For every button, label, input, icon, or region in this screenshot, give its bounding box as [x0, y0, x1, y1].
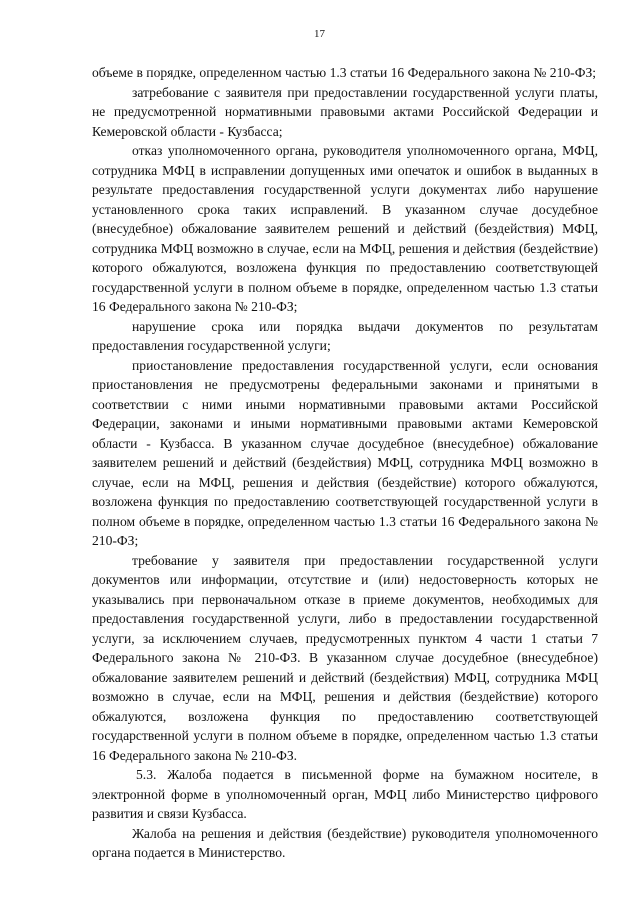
page-number: 17	[314, 28, 325, 40]
paragraph-fee-demand: затребование с заявителя при предоставлении государственной услуги платы, не предусмотренной нормативными правовыми актами Российской Федерации и Кемеровской области - Кузбасса;	[92, 84, 598, 139]
document-body	[92, 63, 598, 863]
paragraph-issuance-violation: нарушение срока или порядка выдачи документов по результатам предоставления государственной услуги;	[92, 318, 598, 353]
paragraph-suspension: приостановление предоставления государственной услуги, если основания приостановления не предусмотрены федеральными законами и принятыми в соответствии с ними иными нормативными правовыми актами Российской Федерации, законами и иными нормативными правовыми актами Кемеровской области - Кузбасса. В указанном случае досудебное (внесудебное) обжалование заявителем решений и действий (бездействия) МФЦ, сотрудника МФЦ возможно в случае, если на МФЦ, решения и действия (бездействие) которого обжалуются, возложена функция по предоставлению соответствующей государственной услуги в полном объеме в порядке, определенном частью 1.3 статьи 16 Федерального закона № 210-ФЗ;	[92, 357, 598, 548]
paragraph-correction-refusal: отказ уполномоченного органа, руководителя уполномоченного органа, МФЦ, сотрудника МФЦ в исправлении допущенных ими опечаток и ошибок в выданных в результате предоставления государственной услуги документах либо нарушение установленного срока таких исправлений. В указанном случае досудебное (внесудебное) обжалование заявителем решений и действий (бездействия) МФЦ, сотрудника МФЦ возможно в случае, если на МФЦ, решения и действия (бездействие) которого обжалуются, возложена функция по предоставлению соответствующей государственной услуги в полном объеме в порядке, определенном частью 1.3 статьи 16 Федерального закона № 210-ФЗ;	[92, 143, 598, 314]
paragraph-section-5-3: 5.3. Жалоба подается в письменной форме на бумажном носителе, в электронной форме в уполномоченный орган, МФЦ либо Министерство цифрового развития и связи Кузбасса.	[92, 767, 598, 821]
paragraph-document-demand: требование у заявителя при предоставлении государственной услуги документов или информации, отсутствие и (или) недостоверность которых не указывались при первоначальном отказе в приеме документов, необходимых для предоставления государственной услуги, либо в предоставлении государственной услуги, за исключением случаев, предусмотренных пунктом 4 части 1 статьи 7 Федерального закона № 210-ФЗ. В указанном случае досудебное (внесудебное) обжалование заявителем решений и действий (бездействия) МФЦ, сотрудника МФЦ возможно в случае, если на МФЦ, решения и действия (бездействие) которого обжалуются, возложена функция по предоставлению соответствующей государственной услуги в полном объеме в порядке, определенном частью 1.3 статьи 16 Федерального закона № 210-ФЗ.	[92, 552, 598, 763]
paragraph-continuation: объеме в порядке, определенном частью 1.3 статьи 16 Федерального закона № 210-ФЗ;	[92, 65, 597, 80]
paragraph-complaint-ministry: Жалоба на решения и действия (бездействие) руководителя уполномоченного органа подается в Министерство.	[92, 825, 598, 860]
